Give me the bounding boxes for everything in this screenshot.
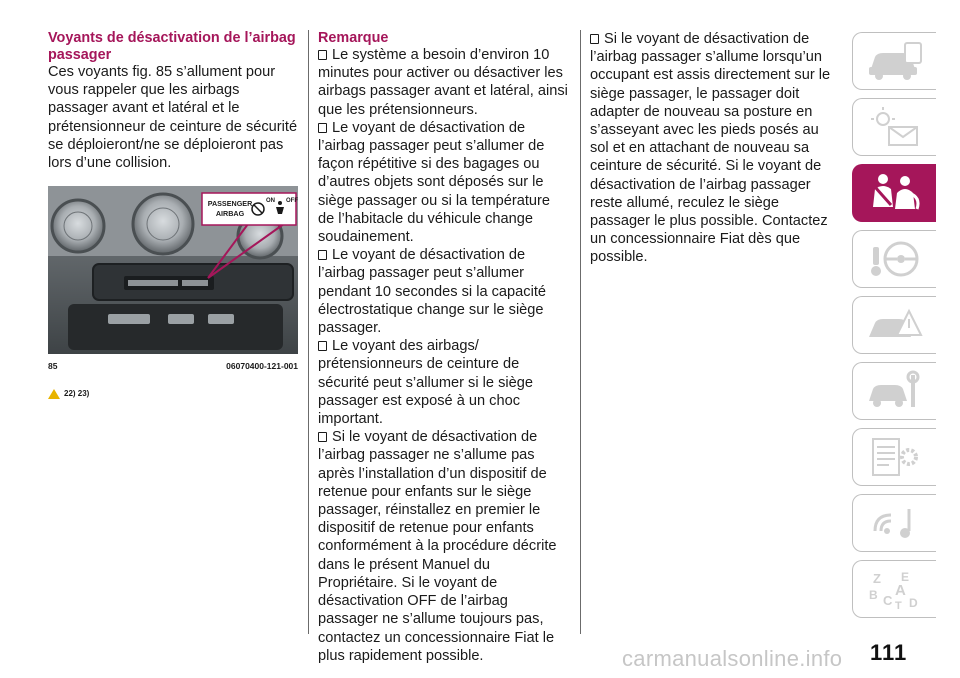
specs-gear-icon [865, 435, 925, 479]
index-letters-icon [865, 567, 925, 611]
car-warning-icon [865, 303, 925, 347]
index-letter: T [894, 600, 902, 611]
tab-emergency[interactable] [852, 296, 936, 354]
column-divider-2 [580, 30, 581, 634]
tab-multimedia[interactable] [852, 494, 936, 552]
watermark: carmanualsonline.info [622, 646, 843, 671]
chapter-tabs [852, 32, 936, 626]
note-paragraph: Si le voyant de désactivation de l’airbag passager ne s’allume pas après l’installation d’un dispositif de retenue pour enfants sur le siège passager, réinstallez en premier le dispositif de retenue pour enfants conformément à la procédure décrite dans le présent Manuel du Propriétaire. Si le voyant de désactivation OFF de l’airbag passager ne s’allume toujours pas, contactez un concessionnaire Fiat le plus rapidement possible. [318, 429, 557, 664]
figure-label-airbag: AIRBAG [215, 209, 245, 219]
index-letter: E [900, 570, 909, 584]
note-paragraph: Le système a besoin d’environ 10 minutes pour activer ou désactiver les airbags passager avant et latéral, ainsi que les prétensionneurs. [318, 47, 568, 118]
warning-references-text: 22) 23) [64, 389, 90, 399]
tab-maintenance[interactable] [852, 362, 936, 420]
checkbox-bullet-icon [590, 34, 599, 44]
index-letter: C [882, 593, 892, 608]
figure-number: 85 [48, 361, 58, 372]
note-paragraph: Le voyant de désactivation de l’airbag passager peut s’allumer de façon répétitive si des bagages ou d’autres objets sont déposés sur le siège passager ou si la température de l’habitacle du véhicule change soudainement. [318, 119, 551, 246]
seatbelt-airbag-icon [865, 171, 925, 215]
tab-index[interactable] [852, 560, 936, 618]
column-3 [590, 30, 840, 267]
checkbox-bullet-icon [318, 250, 327, 260]
index-letter: A [894, 582, 906, 599]
index-letter: Z [872, 571, 881, 586]
column-divider-1 [308, 30, 309, 634]
dashboard-illustration [48, 186, 298, 354]
figure-caption [48, 357, 298, 371]
remark-heading: Remarque [318, 30, 389, 46]
note-paragraph: Si le voyant de désactivation de l’airbag passager s’allume lorsqu’un occupant est assis directement sur le siège passager, le passager doit adapter de nouveau sa posture en s’asseyant avec les pieds posés au sol et en attachant de nouveau sa ceinture de sécurité. Si le voyant de désactivation de l’airbag passager reste allumé, reculez le siège passager le plus possible. Contactez un concessionnaire Fiat dès que possible. [590, 31, 831, 266]
note-paragraph: Le voyant des airbags/ prétensionneurs de ceinture de sécurité peut s’allumer si le siège passager est exposé à un choc important. [318, 338, 533, 428]
car-wrench-icon [865, 369, 925, 413]
car-info-icon [865, 39, 925, 83]
index-letter: D [908, 596, 918, 610]
multimedia-icon [865, 501, 925, 545]
tab-starting-driving[interactable] [852, 230, 936, 288]
warning-triangle-icon [48, 389, 60, 399]
checkbox-bullet-icon [318, 341, 327, 351]
tab-lights-mail[interactable] [852, 98, 936, 156]
dashboard-figure [48, 186, 298, 354]
index-letter: B [868, 588, 878, 602]
lights-mail-icon [865, 105, 925, 149]
figure-label-on: ON [266, 198, 275, 205]
figure-code: 06070400-121-001 [226, 361, 298, 372]
note-paragraph: Le voyant de désactivation de l’airbag passager peut s’allumer pendant 10 secondes si la capacité électrostatique change sur le siège passager. [318, 247, 546, 337]
figure-label-off: OFF [286, 198, 298, 205]
key-steering-wheel-icon [865, 237, 925, 281]
intro-paragraph: Ces voyants fig. 85 s’allument pour vous rappeler que les airbags passager avant et latéral et le prétensionneur de ceinture de sécurité se déploieront/ne se déploieront pas lors d’une collision. [48, 64, 298, 172]
column-2 [318, 30, 568, 665]
tab-car-info[interactable] [852, 32, 936, 90]
column-1 [48, 30, 298, 403]
figure-label-passenger: PASSENGER [207, 199, 253, 209]
checkbox-bullet-icon [318, 50, 327, 60]
tab-safety[interactable] [852, 164, 936, 222]
tab-technical-data[interactable] [852, 428, 936, 486]
checkbox-bullet-icon [318, 432, 327, 442]
warning-references [48, 385, 298, 403]
checkbox-bullet-icon [318, 123, 327, 133]
page-number: 111 [870, 640, 908, 665]
section-heading: Voyants de désactivation de l’airbag passager [48, 30, 296, 63]
